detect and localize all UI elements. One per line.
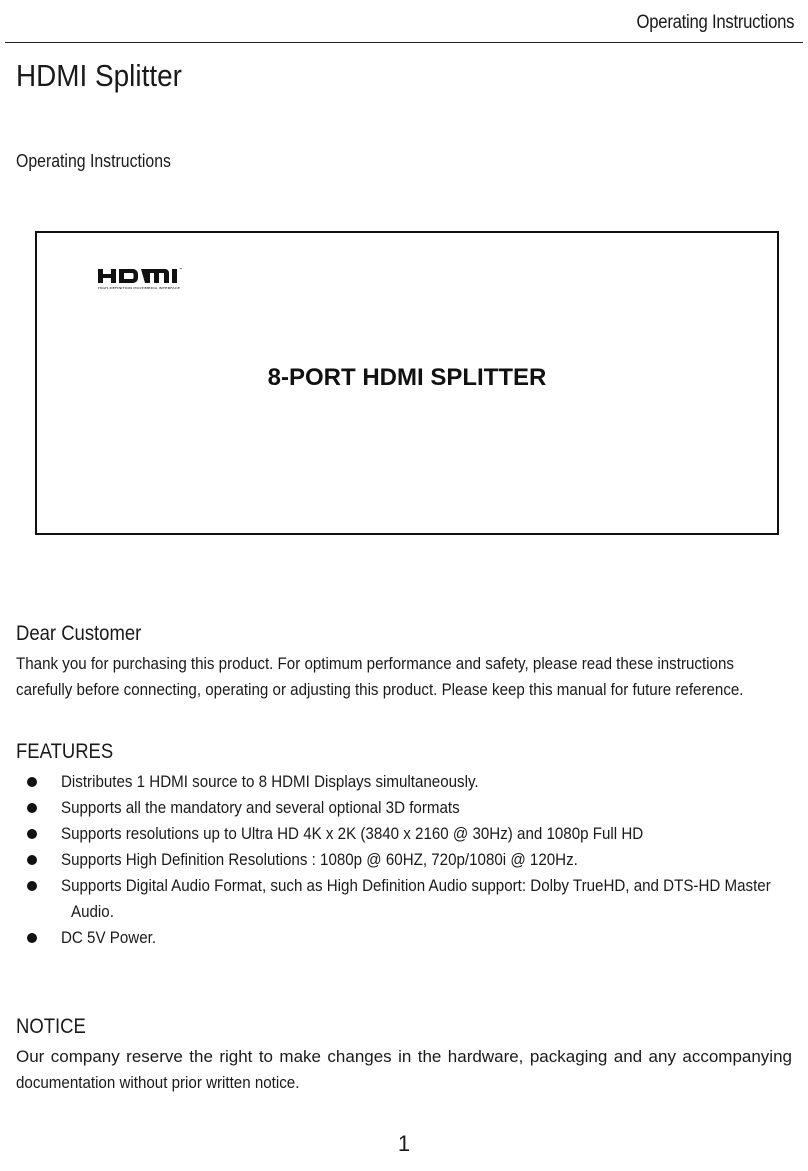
bullet-icon (27, 933, 37, 943)
features-heading: FEATURES (16, 740, 114, 763)
bullet-icon (27, 777, 37, 787)
bullet-icon (27, 803, 37, 813)
feature-item (0, 925, 808, 951)
hdmi-logo-wordmark (98, 269, 177, 283)
product-illustration-box (35, 231, 779, 535)
feature-text: Supports Digital Audio Format, such as High Definition Audio support: Dolby TrueHD, and DTS-HD Master (61, 876, 771, 895)
feature-text: Supports all the mandatory and several optional 3D formats (61, 798, 460, 817)
running-header: Operating Instructions (636, 12, 794, 33)
document-subtitle: Operating Instructions (16, 151, 171, 171)
notice-line: Our company reserve the right to make changes in the hardware, packaging and any accompanying (16, 1047, 792, 1066)
bullet-icon (27, 881, 37, 891)
greeting-line: carefully before connecting, operating or adjusting this product. Please keep this manual for future reference. (16, 680, 744, 699)
page-number: 1 (397, 1131, 411, 1156)
header-divider (5, 42, 803, 43)
feature-text: Supports High Definition Resolutions : 1080p @ 60HZ, 720p/1080i @ 120Hz. (61, 850, 578, 869)
notice-line: documentation without prior written notice. (16, 1073, 300, 1092)
feature-text: Supports resolutions up to Ultra HD 4K x 2K (3840 x 2160 @ 30Hz) and 1080p Full HD (61, 824, 644, 843)
hdmi-logo-tm: ™ (179, 267, 183, 272)
bullet-icon (27, 855, 37, 865)
greeting-heading: Dear Customer (16, 622, 142, 645)
feature-item (0, 821, 808, 847)
notice-paragraph (16, 1044, 792, 1096)
feature-text: Distributes 1 HDMI source to 8 HDMI Displays simultaneously. (61, 772, 479, 791)
hdmi-logo (98, 265, 196, 293)
greeting-paragraph (16, 651, 786, 703)
features-list (0, 769, 808, 951)
feature-item (0, 769, 808, 795)
document-title: HDMI Splitter (16, 58, 182, 93)
notice-heading: NOTICE (16, 1015, 86, 1038)
greeting-line: Thank you for purchasing this product. For optimum performance and safety, please read these instructions (16, 654, 734, 673)
feature-item (0, 847, 808, 873)
bullet-icon (27, 829, 37, 839)
feature-item (0, 795, 808, 821)
product-box-title: 8-PORT HDMI SPLITTER (267, 364, 547, 391)
feature-text: DC 5V Power. (61, 928, 157, 947)
feature-item (0, 873, 808, 925)
hdmi-logo-tagline: HIGH-DEFINITION MULTIMEDIA INTERFACE (98, 287, 153, 290)
feature-text-continuation: Audio. (71, 902, 114, 921)
